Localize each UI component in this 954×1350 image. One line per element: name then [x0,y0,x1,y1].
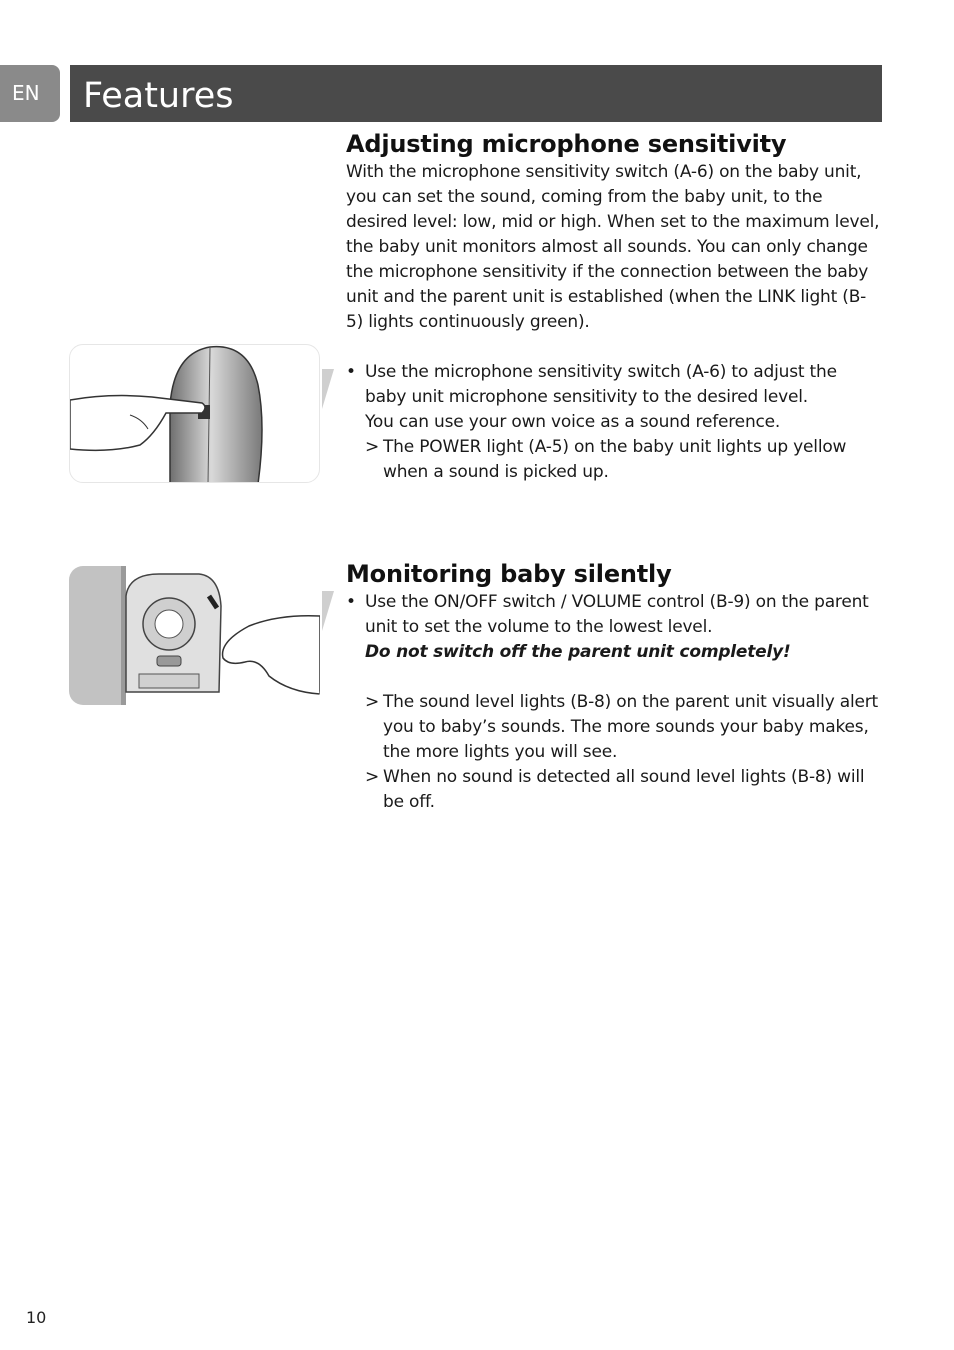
instruction-bullet [346,590,881,640]
instruction-text: Use the ON/OFF switch / VOLUME control (B-9) on the parent unit to set the volume to the lowest level. [365,592,869,637]
bullet-symbol: • [346,592,356,612]
parent-unit-hand-drawing [69,566,320,705]
result-text: When no sound is detected all sound level lights (B-8) will be off. [383,767,865,812]
baby-unit-hand-drawing [70,345,320,483]
result-symbol: > [365,692,380,712]
result-text: The POWER light (A-5) on the baby unit lights up yellow when a sound is picked up. [383,437,847,482]
bullet-symbol: • [346,362,356,382]
illustration-corner-mark-1 [320,369,334,409]
page-number: 10 [26,1308,47,1327]
section-intro-paragraph: With the microphone sensitivity switch (A-6) on the baby unit, you can set the sound, coming from the baby unit, to the desired level: low, mid or high. When set to the maximum level, the baby unit monitors almost all sounds. You can only change the microphone sensitivity if the connection between the baby unit and the parent unit is established (when the LINK light (B-5) lights continuously green). [346,162,880,332]
parent-unit-volume-illustration [69,566,320,705]
result-item [346,765,881,815]
instruction-note: You can use your own voice as a sound reference. [365,412,781,432]
result-symbol: > [365,437,380,457]
section-heading-monitoring-silently: Monitoring baby silently [346,560,672,588]
result-item [346,690,881,765]
section-heading-microphone-sensitivity: Adjusting microphone sensitivity [346,130,787,158]
instruction-bullet [346,360,881,410]
result-text: The sound level lights (B-8) on the parent unit visually alert you to baby’s sounds. The more sounds your baby makes, the more lights you will see. [383,692,879,762]
page-title: Features [70,65,882,122]
content-column [346,128,881,815]
baby-unit-sensitivity-illustration [69,344,320,483]
instruction-text: Use the microphone sensitivity switch (A-6) to adjust the baby unit microphone sensitivity to the desired level. [365,362,837,407]
language-tab: EN [0,65,60,122]
warning-text: Do not switch off the parent unit completely! [365,642,791,662]
illustration-corner-mark-2 [320,591,334,631]
result-item [346,435,881,485]
result-symbol: > [365,767,380,787]
